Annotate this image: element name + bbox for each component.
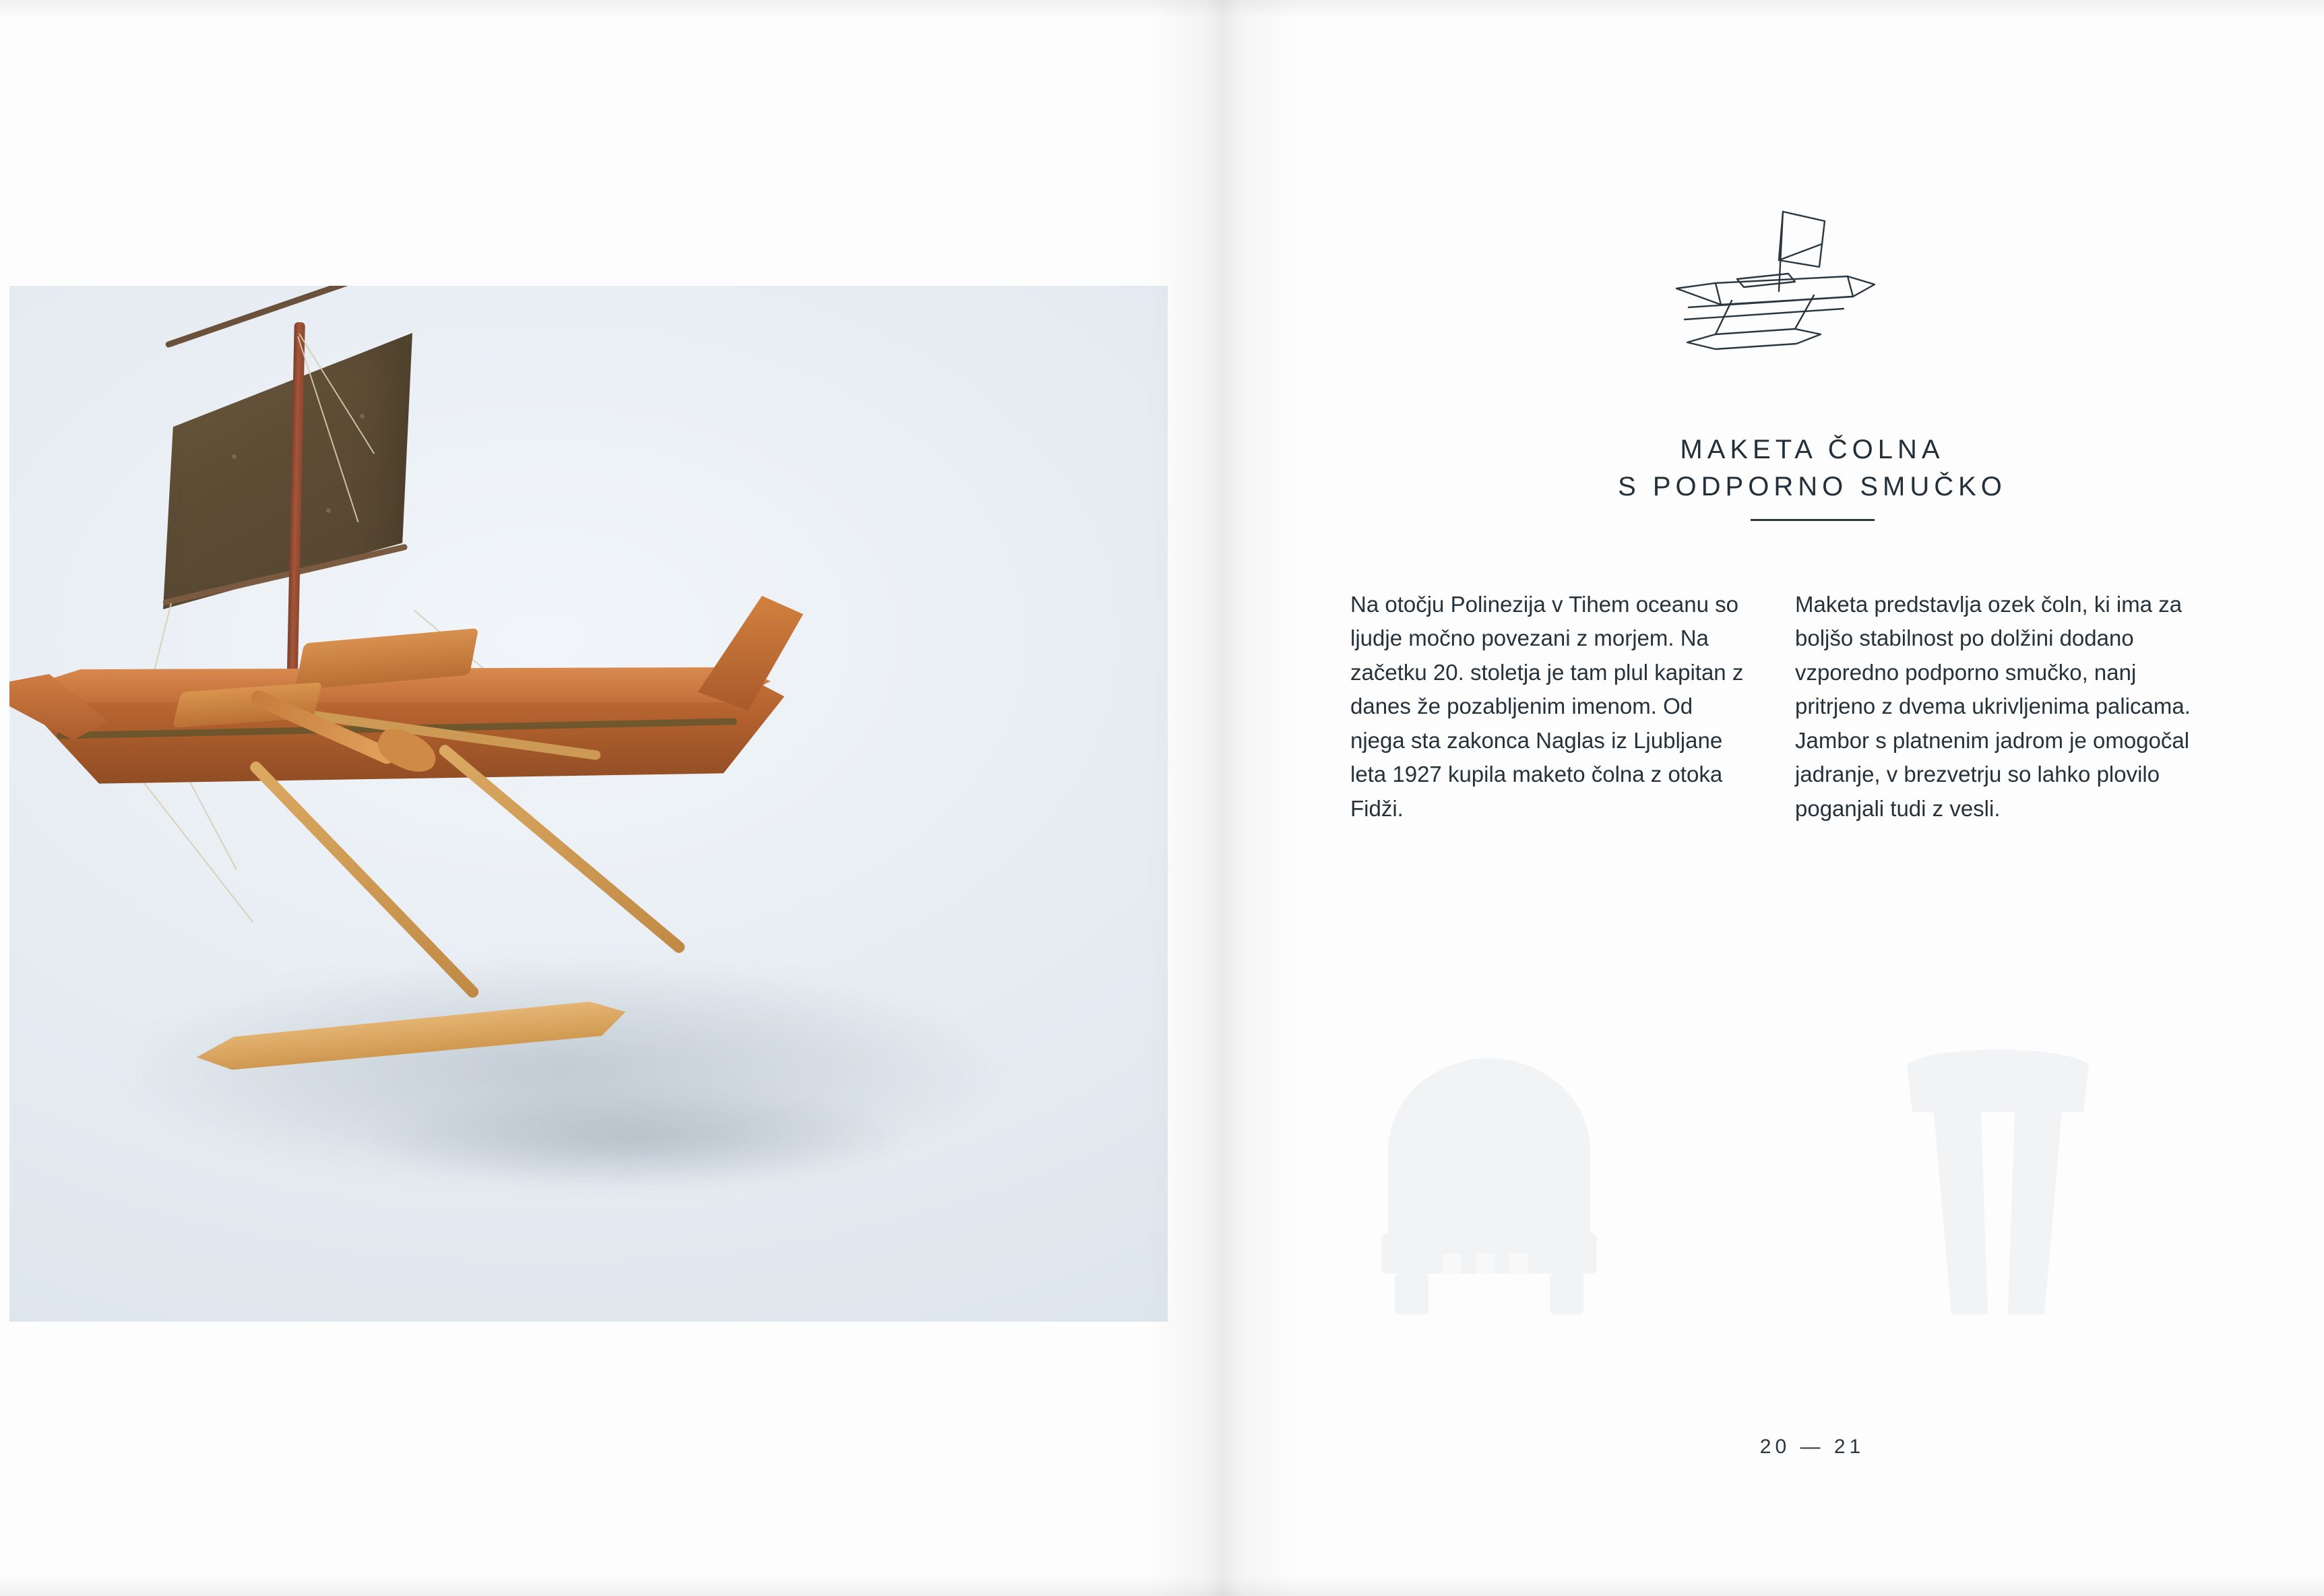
sail-shape — [163, 333, 412, 609]
outrigger-strut-left — [248, 760, 481, 1000]
right-page — [1300, 0, 2324, 1596]
bow-tip — [689, 596, 803, 710]
chest-silhouette-watermark — [1361, 1031, 1617, 1321]
canoe-model-photograph — [9, 286, 1168, 1322]
sail-speck — [326, 508, 331, 513]
page-number: 20 — 21 — [1759, 1436, 1865, 1458]
outrigger-float — [195, 996, 628, 1073]
outrigger-canoe-icon — [1651, 202, 1893, 371]
sail-speck — [360, 414, 365, 419]
text-column-left — [1350, 588, 1748, 826]
text-column-right — [1795, 588, 2193, 826]
page-title — [1300, 431, 2324, 505]
book-gutter — [1145, 0, 1300, 1596]
stool-silhouette-watermark — [1887, 1038, 2109, 1321]
outrigger-canoe-model — [9, 286, 1168, 1322]
paragraph-2: Maketa predstavlja ozek čoln, ki ima za boljšo stabilnost po dolžini dodano vzporedno podporno smučko, nanj pritrjeno z dvema ukrivljenima palicama. Jambor s platnenim jadrom je omogočal jadranje, v brezvetrju so lahko plovilo poganjali tudi z vesli. — [1795, 592, 2191, 821]
upper-spar — [165, 286, 396, 348]
body-text-columns — [1350, 588, 2226, 826]
title-divider — [1751, 519, 1875, 521]
page-title-line-1: MAKETA ČOLNA — [1680, 435, 1945, 464]
page-title-line-2: S PODPORNO SMUČKO — [1618, 472, 2007, 502]
sail-speck — [232, 454, 237, 459]
paragraph-1: Na otočju Polinezija v Tihem oceanu so ljudje močno povezani z morjem. Na začetku 20. stoletja je tam plul kapitan z danes že pozabljenim imenom. Od njega sta zakonca Naglas iz Ljubljane leta 1927 kupila maketo čolna z otoka Fidži. — [1350, 592, 1744, 821]
